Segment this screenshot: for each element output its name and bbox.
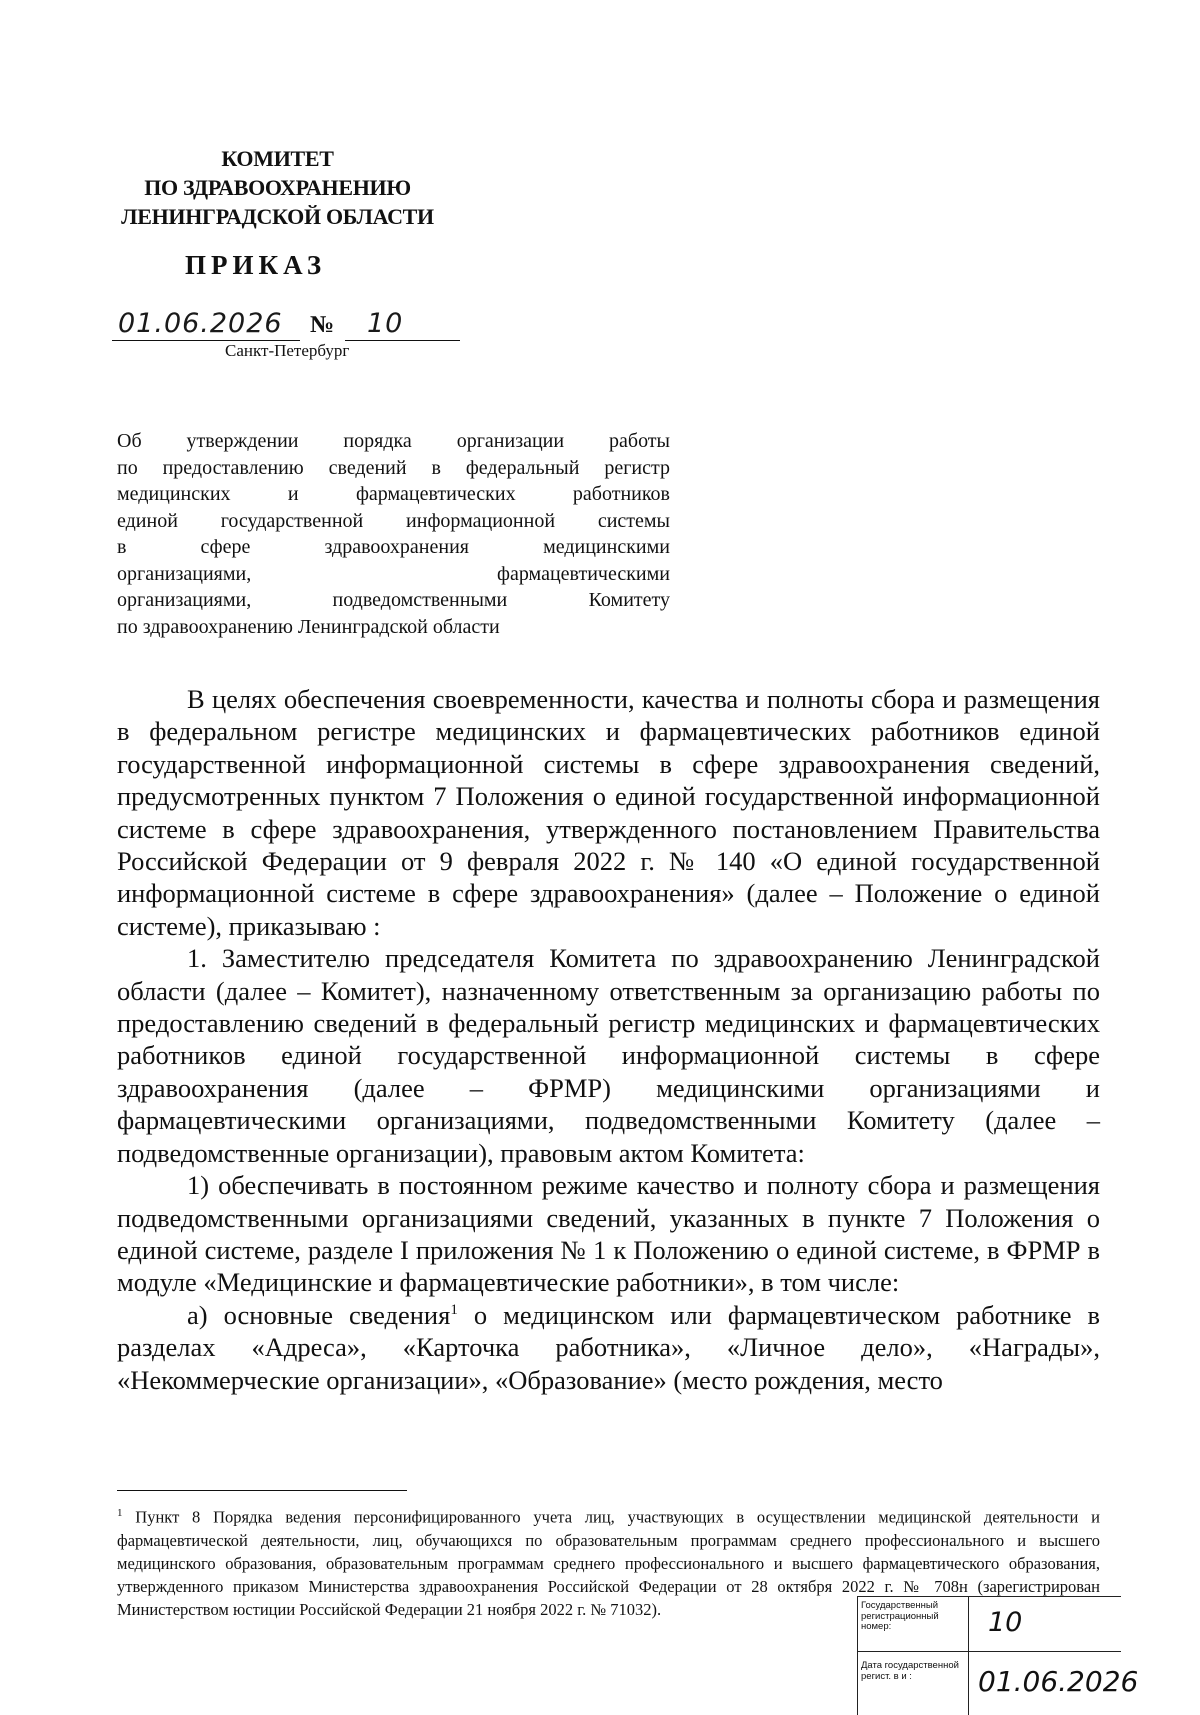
order-number-line xyxy=(345,310,460,341)
reg-number-label: Государственный регистрационный номер: xyxy=(861,1600,939,1632)
item-a-start: а) основные сведения xyxy=(187,1299,451,1330)
subject-line: Об утверждении порядка организации работы xyxy=(117,430,670,452)
item-1-paragraph: 1. Заместителю председателя Комитета по здравоохранению Ленинградской области (далее – Комитет), назначенному ответственным за организацию работы по предоставлению сведений в федеральный регистр медицинских и фармацевтических работников единой государственной информационной системы в сфере здравоохранения (далее – ФРМР) медицинскими организациями и фармацевтическими организациями, подведомственными Комитету (далее – подведомственные организации), правовым актом Комитета: xyxy=(117,943,1100,1168)
subject-line: в сфере здравоохранения медицинскими xyxy=(117,536,670,558)
footnote-separator xyxy=(117,1490,407,1491)
org-line-3: ЛЕНИНГРАДСКОЙ ОБЛАСТИ xyxy=(121,204,434,229)
registration-stamp xyxy=(857,1596,1139,1715)
org-line-2: ПО ЗДРАВООХРАНЕНИЮ xyxy=(144,175,411,200)
subject-line: по предоставлению сведений в федеральный регистр xyxy=(117,456,670,479)
order-subject xyxy=(117,428,670,640)
footnote-ref[interactable]: 1 xyxy=(450,1301,458,1318)
org-line-1: КОМИТЕТ xyxy=(221,146,334,171)
preamble-paragraph: В целях обеспечения своевременности, качества и полноты сбора и размещения в федеральном регистре медицинских и фармацевтических работников единой государственной информационной системы в сфере здравоохранения сведений, предусмотренных пунктом 7 Положения о единой государственной информационной системе в сфере здравоохранения, утвержденного постановлением Правительства Российской Федерации от 9 февраля 2022 г. № 140 «О единой государственной информационной системе в сфере здравоохранения» (далее – Положение о единой системе), приказываю : xyxy=(117,684,1100,941)
stamp-date-row xyxy=(858,1657,1139,1711)
item-a-rest: о медицинском или фармацевтическом работнике в разделах «Адреса», «Карточка работника», «Личное дело», «Награды», «Некоммерческие организации», «Образование» (место рождения, место xyxy=(117,1299,1100,1395)
order-date-line xyxy=(112,310,300,341)
footnote-marker: 1 xyxy=(117,1507,123,1519)
reg-number-value: 10 xyxy=(988,1607,1023,1638)
order-number: 10 xyxy=(367,308,404,339)
subject-line: организациями, фармацевтическими xyxy=(117,562,670,585)
subject-line: по здравоохранению Ленинградской области xyxy=(117,615,500,638)
number-sign: № xyxy=(310,312,335,338)
document-type-title: ПРИКАЗ xyxy=(185,250,327,280)
subject-line: организациями, подведомственными Комитету xyxy=(117,589,670,611)
item-a-paragraph xyxy=(117,1299,1100,1396)
order-body xyxy=(117,683,1100,1396)
org-header xyxy=(105,144,450,231)
subject-line: единой государственной информационной системы xyxy=(117,509,670,532)
footnote-text: Пункт 8 Порядка ведения персонифицированного учета лиц, участвующих в осуществлении медицинской деятельности и фармацевтической деятельности, лиц, обучающихся по образовательным программам среднего профессионального и высшего медицинского образования, образовательным программам среднего профессионального и высшего фармацевтического образования, утвержденного приказом Министерства здравоохранения Российской Федерации от 28 октября 2022 г. № 708н (зарегистрирован Министерством юстиции Российской Федерации 21 ноября 2022 г. № 71032). xyxy=(117,1507,1100,1619)
reg-date-label: Дата государственной регист. в и : xyxy=(861,1660,959,1682)
reg-date-value: 01.06.2026 xyxy=(978,1665,1139,1698)
stamp-reg-row xyxy=(858,1597,1121,1652)
item-1-1-paragraph: 1) обеспечивать в постоянном режиме качество и полноту сбора и размещения подведомственными организациями сведений, указанных в пункте 7 Положения о единой системе, разделе I приложения № 1 к Положению о единой системе, в ФРМР в модуле «Медицинские и фармацевтические работники», в том числе: xyxy=(117,1170,1100,1298)
subject-line: медицинских и фармацевтических работников xyxy=(117,483,670,505)
city: Санкт-Петербург xyxy=(225,341,350,360)
order-date: 01.06.2026 xyxy=(118,308,283,339)
